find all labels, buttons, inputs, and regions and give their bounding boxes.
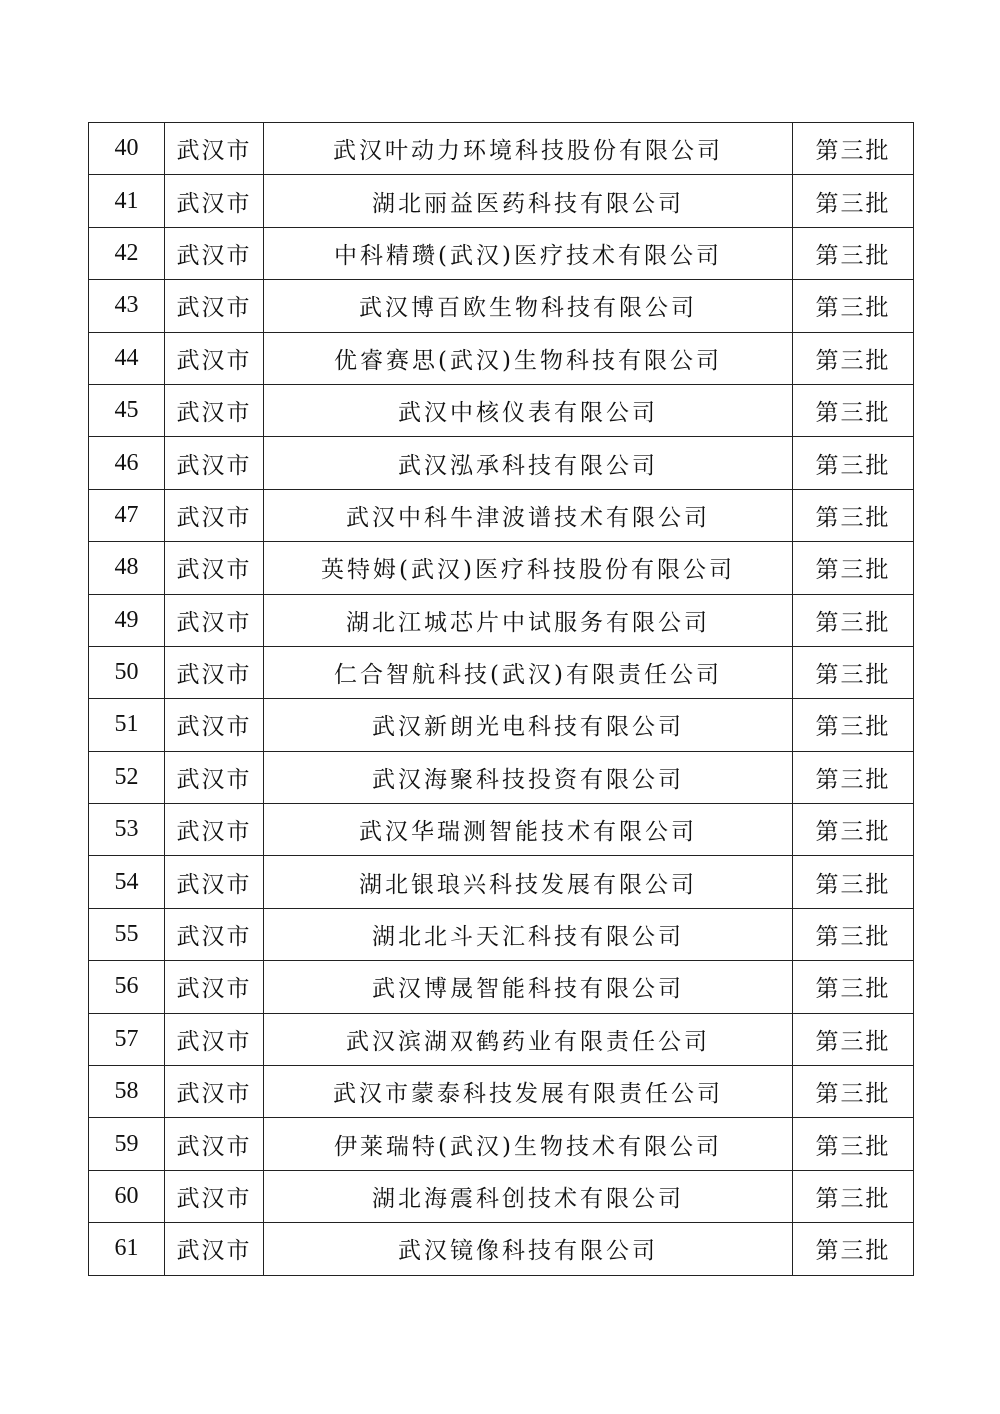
batch-cell: 第三批 (793, 1118, 914, 1170)
company-name-cell: 武汉中科牛津波谱技术有限公司 (264, 489, 793, 541)
table-row (89, 280, 914, 332)
batch-cell: 第三批 (793, 646, 914, 698)
table-row (89, 1170, 914, 1222)
table-row (89, 542, 914, 594)
batch-cell: 第三批 (793, 227, 914, 279)
batch-cell: 第三批 (793, 175, 914, 227)
batch-cell: 第三批 (793, 384, 914, 436)
city-cell: 武汉市 (165, 1170, 264, 1222)
company-name-cell: 武汉博百欧生物科技有限公司 (264, 280, 793, 332)
table-row (89, 1118, 914, 1170)
city-cell: 武汉市 (165, 489, 264, 541)
company-list-body (89, 123, 914, 1276)
table-row (89, 804, 914, 856)
batch-cell: 第三批 (793, 332, 914, 384)
company-name-cell: 仁合智航科技(武汉)有限责任公司 (264, 646, 793, 698)
row-number-cell: 58 (89, 1066, 165, 1118)
city-cell: 武汉市 (165, 961, 264, 1013)
company-name-cell: 武汉博晟智能科技有限公司 (264, 961, 793, 1013)
company-name-cell: 湖北丽益医药科技有限公司 (264, 175, 793, 227)
table-row (89, 437, 914, 489)
table-row (89, 751, 914, 803)
table-row (89, 1223, 914, 1275)
batch-cell: 第三批 (793, 489, 914, 541)
row-number-cell: 52 (89, 751, 165, 803)
row-number-cell: 56 (89, 961, 165, 1013)
city-cell: 武汉市 (165, 856, 264, 908)
company-name-cell: 优睿赛思(武汉)生物科技有限公司 (264, 332, 793, 384)
row-number-cell: 46 (89, 437, 165, 489)
company-name-cell: 武汉泓承科技有限公司 (264, 437, 793, 489)
company-name-cell: 中科精瓒(武汉)医疗技术有限公司 (264, 227, 793, 279)
row-number-cell: 40 (89, 123, 165, 175)
company-name-cell: 武汉滨湖双鹤药业有限责任公司 (264, 1013, 793, 1065)
row-number-cell: 48 (89, 542, 165, 594)
row-number-cell: 61 (89, 1223, 165, 1275)
city-cell: 武汉市 (165, 1118, 264, 1170)
city-cell: 武汉市 (165, 175, 264, 227)
row-number-cell: 50 (89, 646, 165, 698)
city-cell: 武汉市 (165, 594, 264, 646)
row-number-cell: 43 (89, 280, 165, 332)
table-row (89, 332, 914, 384)
company-name-cell: 武汉中核仪表有限公司 (264, 384, 793, 436)
table-row (89, 699, 914, 751)
table-row (89, 489, 914, 541)
batch-cell: 第三批 (793, 1013, 914, 1065)
table-row (89, 227, 914, 279)
table-row (89, 908, 914, 960)
table-row (89, 1066, 914, 1118)
city-cell: 武汉市 (165, 646, 264, 698)
row-number-cell: 55 (89, 908, 165, 960)
batch-cell: 第三批 (793, 594, 914, 646)
row-number-cell: 45 (89, 384, 165, 436)
company-name-cell: 武汉镜像科技有限公司 (264, 1223, 793, 1275)
city-cell: 武汉市 (165, 280, 264, 332)
row-number-cell: 44 (89, 332, 165, 384)
row-number-cell: 53 (89, 804, 165, 856)
batch-cell: 第三批 (793, 542, 914, 594)
city-cell: 武汉市 (165, 437, 264, 489)
company-name-cell: 湖北北斗天汇科技有限公司 (264, 908, 793, 960)
batch-cell: 第三批 (793, 123, 914, 175)
city-cell: 武汉市 (165, 542, 264, 594)
company-name-cell: 武汉叶动力环境科技股份有限公司 (264, 123, 793, 175)
batch-cell: 第三批 (793, 961, 914, 1013)
row-number-cell: 60 (89, 1170, 165, 1222)
batch-cell: 第三批 (793, 1066, 914, 1118)
row-number-cell: 47 (89, 489, 165, 541)
table-row (89, 1013, 914, 1065)
city-cell: 武汉市 (165, 1223, 264, 1275)
batch-cell: 第三批 (793, 856, 914, 908)
table-row (89, 384, 914, 436)
company-name-cell: 湖北江城芯片中试服务有限公司 (264, 594, 793, 646)
row-number-cell: 54 (89, 856, 165, 908)
company-name-cell: 武汉市蒙泰科技发展有限责任公司 (264, 1066, 793, 1118)
city-cell: 武汉市 (165, 384, 264, 436)
table-row (89, 175, 914, 227)
batch-cell: 第三批 (793, 437, 914, 489)
table-row (89, 646, 914, 698)
table-row (89, 123, 914, 175)
company-name-cell: 湖北海震科创技术有限公司 (264, 1170, 793, 1222)
company-name-cell: 湖北银琅兴科技发展有限公司 (264, 856, 793, 908)
city-cell: 武汉市 (165, 804, 264, 856)
city-cell: 武汉市 (165, 227, 264, 279)
row-number-cell: 49 (89, 594, 165, 646)
company-name-cell: 武汉海聚科技投资有限公司 (264, 751, 793, 803)
batch-cell: 第三批 (793, 908, 914, 960)
city-cell: 武汉市 (165, 1066, 264, 1118)
row-number-cell: 57 (89, 1013, 165, 1065)
company-name-cell: 英特姆(武汉)医疗科技股份有限公司 (264, 542, 793, 594)
table-row (89, 594, 914, 646)
company-list-table (88, 122, 914, 1276)
city-cell: 武汉市 (165, 332, 264, 384)
table-row (89, 961, 914, 1013)
row-number-cell: 42 (89, 227, 165, 279)
batch-cell: 第三批 (793, 699, 914, 751)
table-row (89, 856, 914, 908)
row-number-cell: 59 (89, 1118, 165, 1170)
city-cell: 武汉市 (165, 699, 264, 751)
company-name-cell: 伊莱瑞特(武汉)生物技术有限公司 (264, 1118, 793, 1170)
row-number-cell: 41 (89, 175, 165, 227)
city-cell: 武汉市 (165, 751, 264, 803)
city-cell: 武汉市 (165, 908, 264, 960)
company-name-cell: 武汉新朗光电科技有限公司 (264, 699, 793, 751)
batch-cell: 第三批 (793, 1170, 914, 1222)
batch-cell: 第三批 (793, 280, 914, 332)
batch-cell: 第三批 (793, 804, 914, 856)
city-cell: 武汉市 (165, 123, 264, 175)
row-number-cell: 51 (89, 699, 165, 751)
city-cell: 武汉市 (165, 1013, 264, 1065)
company-name-cell: 武汉华瑞测智能技术有限公司 (264, 804, 793, 856)
batch-cell: 第三批 (793, 751, 914, 803)
batch-cell: 第三批 (793, 1223, 914, 1275)
